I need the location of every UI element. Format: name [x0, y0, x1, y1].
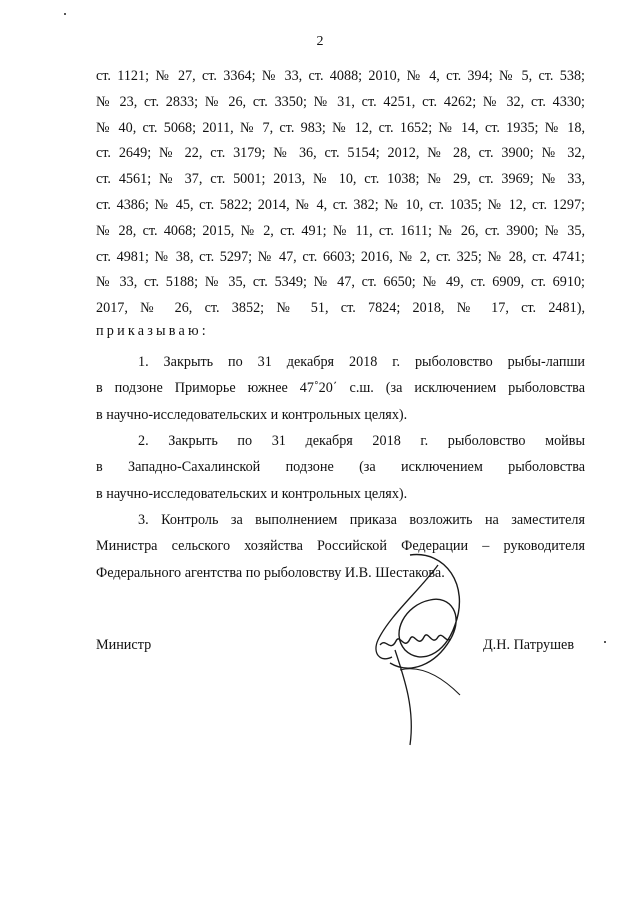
- paragraph-line: в научно-исследовательских и контрольных целях).: [96, 406, 408, 423]
- handwritten-signature: [350, 545, 480, 750]
- order-word: приказываю:: [96, 323, 209, 339]
- paragraph-line: Министра сельского хозяйства Российской Федерации – руководителя: [96, 538, 585, 555]
- reference-line: № 28, ст. 4068; 2015, № 2, ст. 491; № 11, ст. 1611; № 26, ст. 3900; № 35,: [96, 222, 585, 239]
- reference-line: ст. 4561; № 37, ст. 5001; 2013, № 10, ст. 1038; № 29, ст. 3969; № 33,: [96, 171, 585, 188]
- paragraph-line: в Западно-Сахалинской подзоне (за исключением рыболовства: [96, 459, 585, 476]
- signatory-name: Д.Н. Патрушев: [483, 637, 575, 653]
- paragraph-line: 3. Контроль за выполнением приказа возложить на заместителя: [138, 512, 585, 528]
- legal-references: [96, 64, 585, 322]
- order-paragraph-1: [96, 349, 585, 428]
- reference-line: ст. 2649; № 22, ст. 3179; № 36, ст. 5154; 2012, № 28, ст. 3900; № 32,: [96, 145, 585, 162]
- paragraph-line: 2. Закрыть по 31 декабря 2018 г. рыболовство мойвы: [138, 433, 585, 449]
- reference-line: № 23, ст. 2833; № 26, ст. 3350; № 31, ст. 4251, ст. 4262; № 32, ст. 4330;: [96, 93, 585, 110]
- paragraph-line: Федерального агентства по рыболовству И.В. Шестакова.: [96, 564, 445, 581]
- reference-line: ст. 4981; № 38, ст. 5297; № 47, ст. 6603; 2016, № 2, ст. 325; № 28, ст. 4741;: [96, 248, 585, 265]
- paragraph-line: в научно-исследовательских и контрольных целях).: [96, 485, 408, 502]
- reference-line: ст. 4386; № 45, ст. 5822; 2014, № 4, ст. 382; № 10, ст. 1035; № 12, ст. 1297;: [96, 196, 585, 213]
- paragraph-line: 1. Закрыть по 31 декабря 2018 г. рыболовство рыбы-лапши: [138, 354, 585, 370]
- scan-speck: [64, 13, 66, 15]
- reference-line: № 33, ст. 5188; № 35, ст. 5349; № 47, ст. 6650; № 49, ст. 6909, ст. 6910;: [96, 274, 585, 291]
- paragraph-line: в подзоне Приморье южнее 47˚20΄ с.ш. (за исключением рыболовства: [96, 380, 585, 397]
- order-paragraph-3: [96, 507, 585, 586]
- reference-line: ст. 1121; № 27, ст. 3364; № 33, ст. 4088; 2010, № 4, ст. 394; № 5, ст. 538;: [96, 68, 585, 84]
- signatory-title: Министр: [96, 637, 152, 653]
- reference-line: 2017, № 26, ст. 3852; № 51, ст. 7824; 2018, № 17, ст. 2481),: [96, 300, 585, 317]
- page-number: 2: [316, 34, 324, 49]
- reference-line: № 40, ст. 5068; 2011, № 7, ст. 983; № 12, ст. 1652; № 14, ст. 1935; № 18,: [96, 119, 585, 136]
- order-paragraph-2: [96, 428, 585, 507]
- scan-speck: [604, 641, 606, 643]
